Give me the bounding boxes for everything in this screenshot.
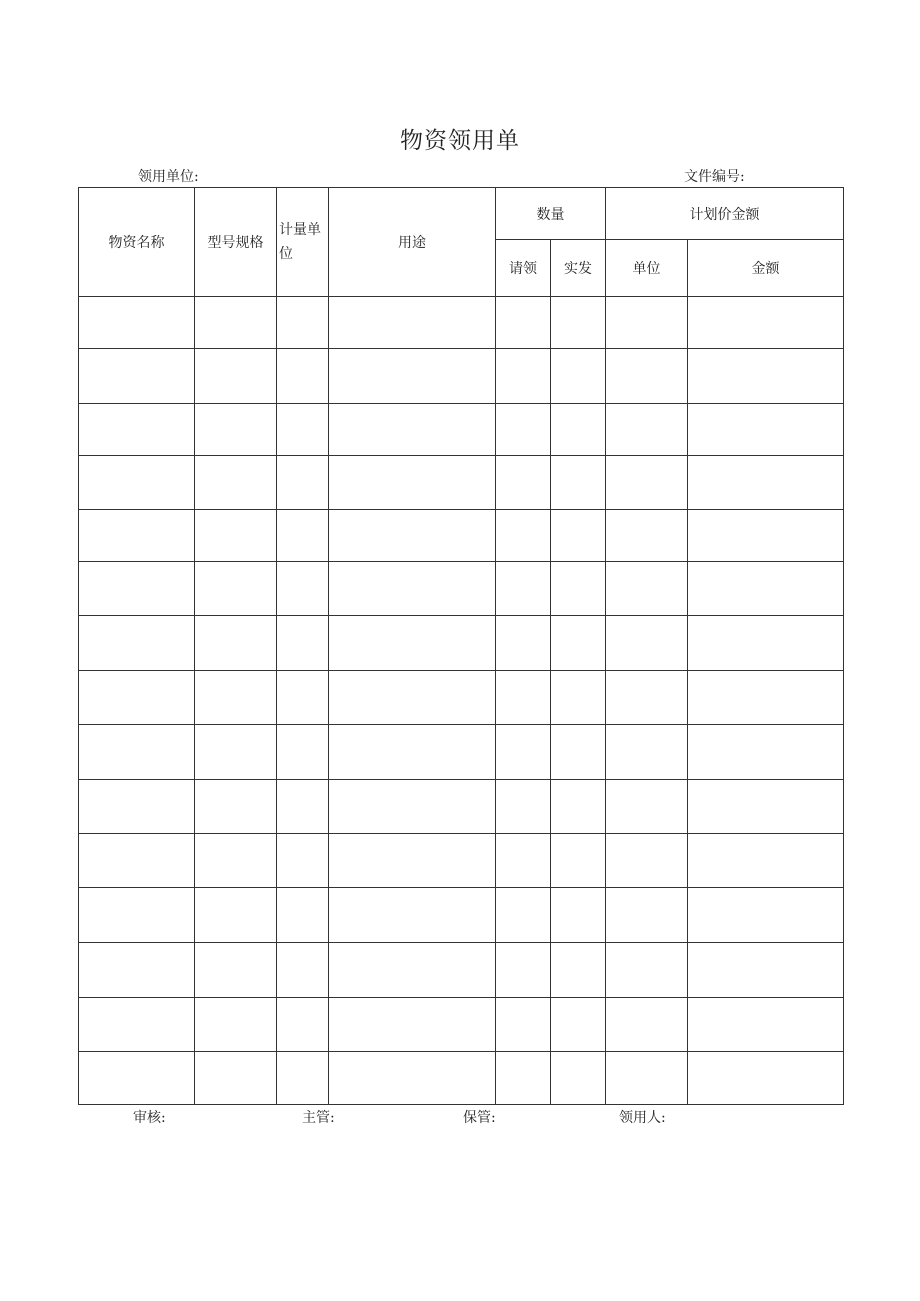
- table-cell[interactable]: [329, 834, 496, 888]
- table-cell[interactable]: [277, 349, 329, 404]
- table-cell[interactable]: [606, 349, 688, 404]
- table-cell[interactable]: [551, 404, 606, 456]
- table-cell[interactable]: [79, 834, 195, 888]
- table-cell[interactable]: [606, 725, 688, 780]
- table-cell[interactable]: [551, 616, 606, 671]
- table-cell[interactable]: [195, 562, 277, 616]
- table-cell[interactable]: [277, 510, 329, 562]
- table-cell[interactable]: [329, 562, 496, 616]
- table-cell[interactable]: [195, 297, 277, 349]
- table-cell[interactable]: [79, 510, 195, 562]
- table-row: [79, 888, 844, 943]
- table-cell[interactable]: [688, 998, 844, 1052]
- table-cell[interactable]: [277, 943, 329, 998]
- table-cell[interactable]: [606, 404, 688, 456]
- table-cell[interactable]: [688, 510, 844, 562]
- header-row-1: [79, 188, 844, 240]
- table-cell[interactable]: [79, 998, 195, 1052]
- table-cell[interactable]: [688, 297, 844, 349]
- table-row: [79, 780, 844, 834]
- table-cell[interactable]: [496, 297, 551, 349]
- header-model-spec: 型号规格: [195, 188, 277, 297]
- table-cell[interactable]: [329, 943, 496, 998]
- table-cell[interactable]: [551, 888, 606, 943]
- table-cell[interactable]: [551, 998, 606, 1052]
- table-cell[interactable]: [496, 562, 551, 616]
- table-row: [79, 510, 844, 562]
- table-cell[interactable]: [606, 1052, 688, 1105]
- table-cell[interactable]: [195, 404, 277, 456]
- table-cell[interactable]: [79, 349, 195, 404]
- table-cell[interactable]: [329, 456, 496, 510]
- table-cell[interactable]: [195, 725, 277, 780]
- review-label: 审核:: [133, 1110, 166, 1126]
- table-cell[interactable]: [329, 297, 496, 349]
- table-cell[interactable]: [79, 780, 195, 834]
- table-cell[interactable]: [606, 297, 688, 349]
- table-cell[interactable]: [277, 780, 329, 834]
- header-purpose: 用途: [329, 188, 496, 297]
- table-cell[interactable]: [496, 671, 551, 725]
- table-cell[interactable]: [329, 404, 496, 456]
- table-cell[interactable]: [79, 671, 195, 725]
- table-cell[interactable]: [551, 562, 606, 616]
- table-cell[interactable]: [496, 349, 551, 404]
- table-cell[interactable]: [277, 616, 329, 671]
- table-cell[interactable]: [551, 834, 606, 888]
- table-cell[interactable]: [79, 297, 195, 349]
- table-cell[interactable]: [496, 834, 551, 888]
- header-amount: 金额: [688, 240, 844, 297]
- header-issued: 实发: [551, 240, 606, 297]
- table-cell[interactable]: [496, 1052, 551, 1105]
- header-requested: 请领: [496, 240, 551, 297]
- requisition-unit-label: 领用单位:: [138, 169, 199, 185]
- table-row: [79, 725, 844, 780]
- table-cell[interactable]: [606, 998, 688, 1052]
- table-cell[interactable]: [496, 888, 551, 943]
- table-cell[interactable]: [329, 671, 496, 725]
- table-cell[interactable]: [79, 456, 195, 510]
- supervisor-label: 主管:: [302, 1110, 335, 1126]
- table-cell[interactable]: [277, 671, 329, 725]
- table-cell[interactable]: [195, 1052, 277, 1105]
- table-cell[interactable]: [329, 998, 496, 1052]
- table-row: [79, 404, 844, 456]
- table-cell[interactable]: [688, 616, 844, 671]
- table-cell[interactable]: [277, 888, 329, 943]
- table-cell[interactable]: [329, 780, 496, 834]
- table-row: [79, 349, 844, 404]
- header-measure-unit: 计量单位: [277, 188, 329, 297]
- table-row: [79, 1052, 844, 1105]
- table-row: [79, 616, 844, 671]
- header-unit-price: 单位: [606, 240, 688, 297]
- table-cell[interactable]: [79, 404, 195, 456]
- table-cell[interactable]: [496, 616, 551, 671]
- requisition-table: [78, 187, 844, 1105]
- table-row: [79, 456, 844, 510]
- table-cell[interactable]: [606, 562, 688, 616]
- header-material-name: 物资名称: [79, 188, 195, 297]
- table-cell[interactable]: [195, 998, 277, 1052]
- table-cell[interactable]: [606, 780, 688, 834]
- table-cell[interactable]: [329, 725, 496, 780]
- keeper-label: 保管:: [463, 1110, 496, 1126]
- table-cell[interactable]: [688, 562, 844, 616]
- table-cell[interactable]: [496, 780, 551, 834]
- table-cell[interactable]: [329, 1052, 496, 1105]
- table-cell[interactable]: [551, 1052, 606, 1105]
- table-cell[interactable]: [79, 1052, 195, 1105]
- table-cell[interactable]: [79, 616, 195, 671]
- table-cell[interactable]: [277, 725, 329, 780]
- table-cell[interactable]: [688, 671, 844, 725]
- table-cell[interactable]: [688, 725, 844, 780]
- table-cell[interactable]: [496, 456, 551, 510]
- table-cell[interactable]: [606, 456, 688, 510]
- table-cell[interactable]: [496, 943, 551, 998]
- table-cell[interactable]: [688, 1052, 844, 1105]
- table-cell[interactable]: [606, 888, 688, 943]
- table-row: [79, 562, 844, 616]
- table-cell[interactable]: [195, 349, 277, 404]
- table-cell[interactable]: [277, 404, 329, 456]
- table-cell[interactable]: [551, 943, 606, 998]
- table-cell[interactable]: [688, 456, 844, 510]
- table-cell[interactable]: [688, 943, 844, 998]
- table-cell[interactable]: [79, 725, 195, 780]
- table-cell[interactable]: [277, 562, 329, 616]
- table-cell[interactable]: [688, 888, 844, 943]
- table-cell[interactable]: [79, 562, 195, 616]
- table-cell[interactable]: [195, 780, 277, 834]
- table-cell[interactable]: [79, 888, 195, 943]
- table-row: [79, 943, 844, 998]
- table-cell[interactable]: [79, 943, 195, 998]
- table-cell[interactable]: [496, 510, 551, 562]
- table-cell[interactable]: [329, 616, 496, 671]
- table-cell[interactable]: [551, 671, 606, 725]
- document-number-label: 文件编号:: [684, 169, 745, 185]
- table-cell[interactable]: [277, 456, 329, 510]
- table-cell[interactable]: [496, 404, 551, 456]
- table-cell[interactable]: [329, 888, 496, 943]
- table-cell[interactable]: [688, 834, 844, 888]
- header-quantity: 数量: [496, 188, 606, 240]
- table-row: [79, 297, 844, 349]
- table-cell[interactable]: [551, 510, 606, 562]
- table-cell[interactable]: [688, 349, 844, 404]
- table-row: [79, 834, 844, 888]
- table-cell[interactable]: [277, 1052, 329, 1105]
- table-cell[interactable]: [496, 725, 551, 780]
- table-cell[interactable]: [195, 456, 277, 510]
- table-cell[interactable]: [606, 943, 688, 998]
- header-planned-price: 计划价金额: [606, 188, 844, 240]
- table-cell[interactable]: [606, 616, 688, 671]
- table-cell[interactable]: [195, 834, 277, 888]
- table-cell[interactable]: [551, 780, 606, 834]
- table-cell[interactable]: [195, 888, 277, 943]
- receiver-label: 领用人:: [619, 1110, 666, 1126]
- table-cell[interactable]: [329, 510, 496, 562]
- table-cell[interactable]: [496, 998, 551, 1052]
- table-cell[interactable]: [551, 725, 606, 780]
- table-cell[interactable]: [277, 834, 329, 888]
- table-cell[interactable]: [551, 456, 606, 510]
- table-cell[interactable]: [277, 297, 329, 349]
- table-row: [79, 671, 844, 725]
- table-cell[interactable]: [329, 349, 496, 404]
- table-cell[interactable]: [551, 297, 606, 349]
- table-cell[interactable]: [195, 943, 277, 998]
- table-cell[interactable]: [195, 616, 277, 671]
- page-title: 物资领用单: [400, 128, 520, 154]
- table-cell[interactable]: [195, 671, 277, 725]
- table-cell[interactable]: [688, 780, 844, 834]
- table-row: [79, 998, 844, 1052]
- table-cell[interactable]: [606, 834, 688, 888]
- table-cell[interactable]: [606, 671, 688, 725]
- table-cell[interactable]: [195, 510, 277, 562]
- table-cell[interactable]: [688, 404, 844, 456]
- table-cell[interactable]: [606, 510, 688, 562]
- table-cell[interactable]: [277, 998, 329, 1052]
- table-cell[interactable]: [551, 349, 606, 404]
